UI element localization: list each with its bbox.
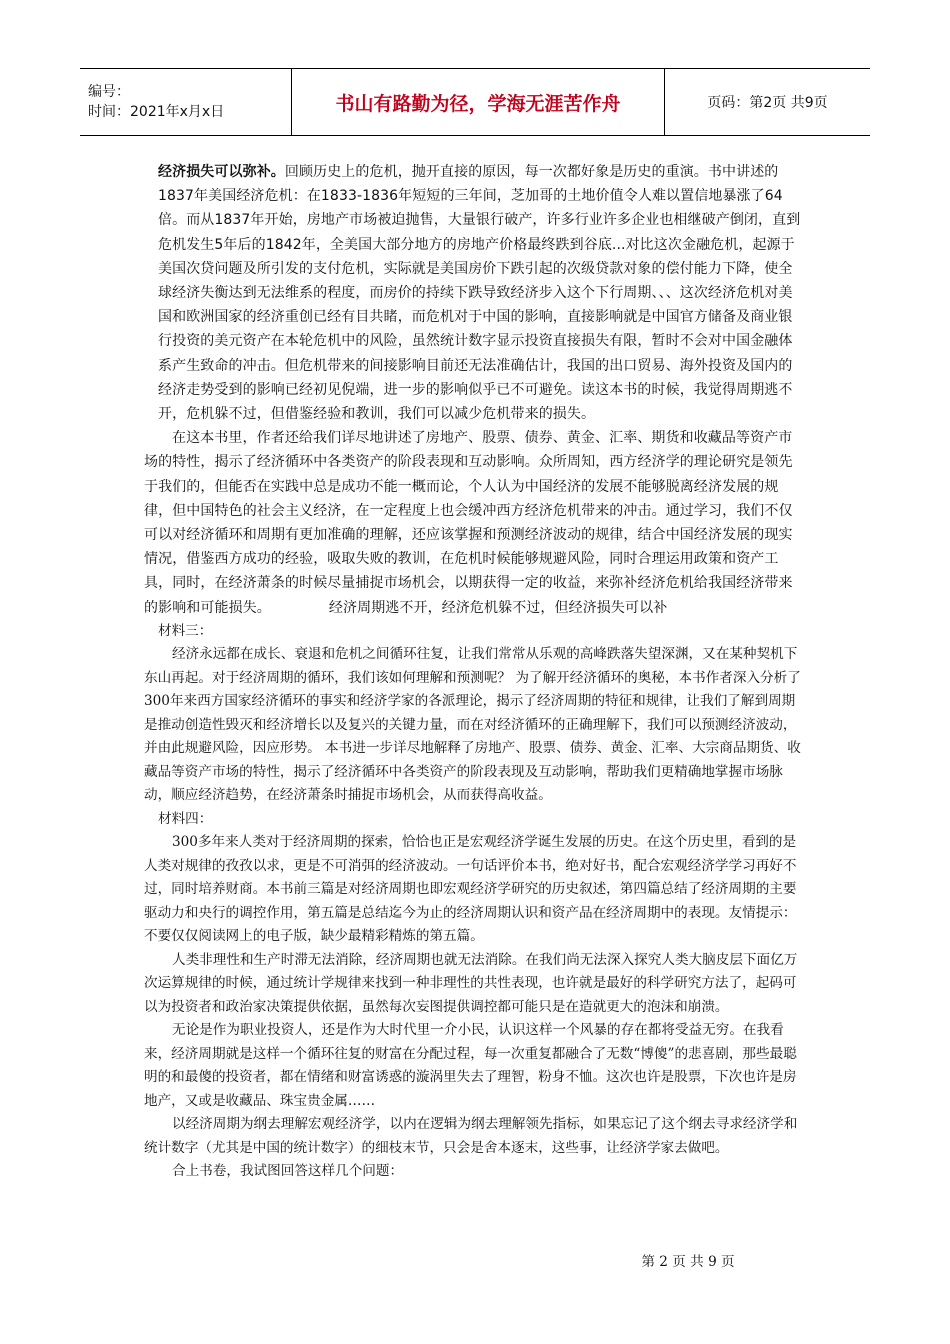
material-4-paragraph-5: 合上书卷，我试图回答这样几个问题： bbox=[172, 1163, 404, 1180]
time-label: 时间：2021年x月x日 bbox=[88, 104, 225, 120]
material-4-paragraph-4: 以经济周期为纲去理解宏观经济学，以内在逻辑为纲去理解领先指标，如果忘记了这个纲去寻求经济学和统计数字（尤其是中国的统计数字）的细枝末节，只会是舍本逐末，这些事，让经济学家去做吧。 bbox=[144, 1116, 798, 1156]
header-table bbox=[80, 68, 870, 136]
paragraph-2-text: 在这本书里，作者还给我们详尽地讲述了房地产、股票、债券、黄金、汇率、期货和收藏品等资产市场的特性，揭示了经济循环中各类资产的阶段表现和互动影响。众所周知，西方经济学的理论研究是领先于我们的，但能否在实践中总是成功不能一概而论，个人认为中国经济的发展不能够脱离经济发展的规律，但中国特色的社会主义经济，在一定程度上也会缓冲西方经济危机带来的冲击。通过学习，我们不仅可以对经济循环和周期有更加准确的理解，还应该掌握和预测经济波动的规律，结合中国经济发展的现实情况，借鉴西方成功的经验，吸取失败的教训，在危机时候能够规避风险，同时合理运用政策和资产工具，同时，在经济萧条的时候尽量捕捉市场机会，以期获得一定的收益，来弥补经济危机给我国经济带来的影响和可能损失。 bbox=[144, 430, 793, 616]
material-3-text: 经济永远都在成长、衰退和危机之间循环往复，让我们常常从乐观的高峰跌落失望深渊，又在某种契机下东山再起。对于经济周期的循环，我们该如何理解和预测呢？ 为了解开经济循环的奥秘，本书作者深入分析了300年来西方国家经济循环的事实和经济学家的各派理论，揭示了经济周期的特征和规律，让我们了解到周期是推动创造性毁灭和经济增长以及复兴的关键力量，而在对经济循环的正确理解下，我们可以预测经济波动，并由此规避风险，因应形势。 本书进一步详尽地解释了房地产、股票、债券、黄金、汇率、大宗商品期货、收藏品等资产市场的特性，揭示了经济循环中各类资产的阶段表现及互动影响，帮助我们更精确地掌握市场脉动，顺应经济趋势，在经济萧条时捕捉市场机会，从而获得高收益。 bbox=[144, 646, 801, 804]
material-4-paragraph-3: 无论是作为职业投资人，还是作为大时代里一介小民，认识这样一个风暴的存在都将受益无穷。在我看来，经济周期就是这样一个循环往复的财富在分配过程，每一次重复都融合了无数“博傻”的悲喜剧，那些最聪明的和最傻的投资者，都在情绪和财富诱惑的漩涡里失去了理智，粉身不恤。这次也许是股票，下次也许是房地产，又或是收藏品、珠宝贵金属…… bbox=[144, 1022, 797, 1109]
page-footer bbox=[0, 1250, 950, 1270]
motto-title: 书山有路勤为径，学海无涯苦作舟 bbox=[292, 69, 665, 136]
paragraph-1-lead: 经济损失可以弥补。 bbox=[158, 164, 285, 180]
paragraph-1-text: 回顾历史上的危机，抛开直接的原因，每一次都好象是历史的重演。书中讲述的1837年美国经济危机：在1833-1836年短短的三年间，芝加哥的土地价值令人难以置信地暴涨了64倍。而从1837年开始，房地产市场被迫抛售，大量银行破产，许多行业许多企业也相继破产倒闭，直到危机发生5年后的1842年，全美国大部分地方的房地产价格最终跌到谷底...对比这次金融危机，起源于美国次贷问题及所引发的支付危机，实际就是美国房价下跌引起的次级贷款对象的偿付能力下降，使全球经济失衡达到无法维系的程度，而房价的持续下跌导致经济步入这个下行周期、、、这次经济危机对美国和欧洲国家的经济重创已经有目共睹，而危机对于中国的影响，直接影响就是中国官方储备及商业银行投资的美元资产在本轮危机中的风险，虽然统计数字显示投资直接损失有限，暂时不会对中国金融体系产生致命的冲击。但危机带来的间接影响目前还无法准确估计，我国的出口贸易、海外投资及国内的经济走势受到的影响已经初见倪端，进一步的影响似乎已不可避免。读这本书的时候，我觉得周期逃不开，危机躲不过，但借鉴经验和教训，我们可以减少危机带来的损失。 bbox=[158, 164, 801, 423]
material-4-paragraph-2: 人类非理性和生产时滞无法消除，经济周期也就无法消除。在我们尚无法深入探究人类大脑皮层下面亿万次运算规律的时候，通过统计学规律来找到一种非理性的共性表现，也许就是最好的科学研究方法了，起码可以为投资者和政治家决策提供依据，虽然每次妄图提供调控都可能只是在造就更大的泡沫和崩溃。 bbox=[144, 951, 798, 1015]
document-body bbox=[144, 160, 806, 1184]
header-meta-cell bbox=[80, 69, 292, 136]
number-label: 编号： bbox=[88, 84, 130, 100]
footer-page-number: 第 2 页 共 9 页 bbox=[641, 1254, 735, 1270]
material-4-paragraph-1: 300多年来人类对于经济周期的探索，恰恰也正是宏观经济学诞生发展的历史。在这个历史里，看到的是人类对规律的孜孜以求，更是不可消弭的经济波动。一句话评价本书，绝对好书，配合宏观经济学学习再好不过，同时培养财商。本书前三篇是对经济周期也即宏观经济学研究的历史叙述，第四篇总结了经济周期的主要驱动力和央行的调控作用，第五篇是总结迄今为止的经济周期认识和资产品在经济周期中的表现。友情提示：不要仅仅阅读网上的电子版，缺少最精彩精炼的第五篇。 bbox=[144, 834, 797, 945]
paragraph-2-tail: 经济周期逃不开，经济危机躲不过，但经济损失可以补 bbox=[328, 599, 668, 616]
material-4-label: 材料四： bbox=[158, 810, 213, 827]
paragraph-2 bbox=[144, 426, 806, 620]
paragraph-1 bbox=[144, 160, 806, 426]
page-label: 页码：第2页 共9页 bbox=[665, 69, 871, 136]
material-3-label: 材料三： bbox=[158, 622, 213, 639]
